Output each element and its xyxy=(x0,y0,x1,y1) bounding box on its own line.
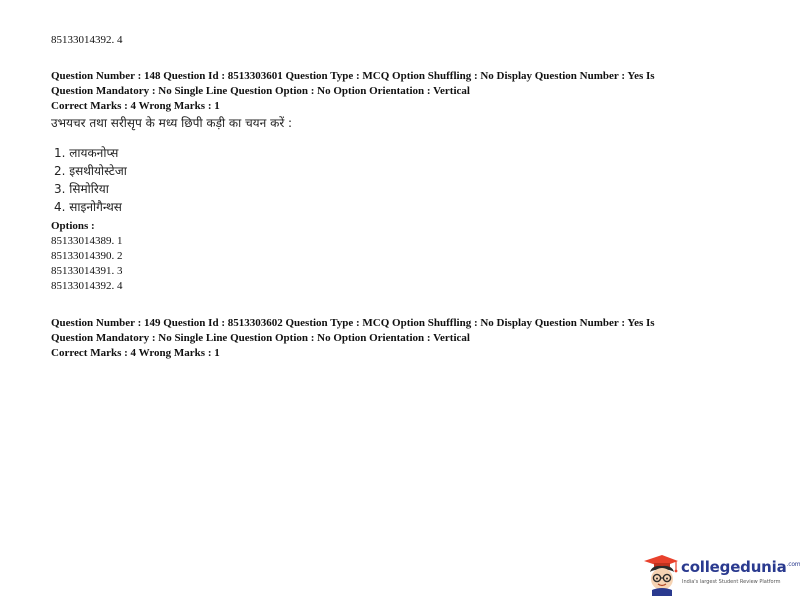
question-148-choices xyxy=(51,144,751,216)
question-148-text: उभयचर तथा सरीसृप के मध्य छिपी कड़ी का चयन करें : xyxy=(51,116,293,130)
options-label: Options : xyxy=(51,220,95,232)
question-149-block xyxy=(51,316,751,361)
option-item: 85133014392. 4 xyxy=(51,280,123,292)
logo-tagline: India's largest Student Review Platform xyxy=(682,579,781,585)
previous-answer-line: 85133014392. 4 xyxy=(51,34,123,46)
question-148-marks: Correct Marks : 4 Wrong Marks : 1 xyxy=(51,100,220,112)
choice-item: 1. लायकनोप्स xyxy=(54,146,119,160)
choice-item: 3. सिमोरिया xyxy=(54,182,109,196)
student-mascot-icon xyxy=(640,552,680,596)
question-149-header-line-1: Question Number : 149 Question Id : 8513303602 Question Type : MCQ Option Shuffling : No Display Question Number : Yes Is xyxy=(51,317,655,329)
exam-page xyxy=(51,33,751,361)
option-item: 85133014391. 3 xyxy=(51,265,123,277)
choice-item: 4. साइनोगैन्थस xyxy=(54,200,122,214)
question-148-header-line-1: Question Number : 148 Question Id : 8513303601 Question Type : MCQ Option Shuffling : No Display Question Number : Yes Is xyxy=(51,70,655,82)
question-148-header-line-2: Question Mandatory : No Single Line Question Option : No Option Orientation : Vertical xyxy=(51,85,470,97)
choice-item: 2. इसथीयोस्टेजा xyxy=(54,164,127,178)
option-item: 85133014390. 2 xyxy=(51,250,123,262)
logo-wordmark xyxy=(681,558,800,576)
logo-domain-suffix: .com xyxy=(786,561,800,568)
question-149-header-line-2: Question Mandatory : No Single Line Question Option : No Option Orientation : Vertical xyxy=(51,332,470,344)
option-item: 85133014389. 1 xyxy=(51,235,123,247)
question-149-marks: Correct Marks : 4 Wrong Marks : 1 xyxy=(51,347,220,359)
question-148-block xyxy=(51,69,751,294)
logo-name: collegedunia xyxy=(681,558,787,576)
collegedunia-logo xyxy=(640,552,800,596)
